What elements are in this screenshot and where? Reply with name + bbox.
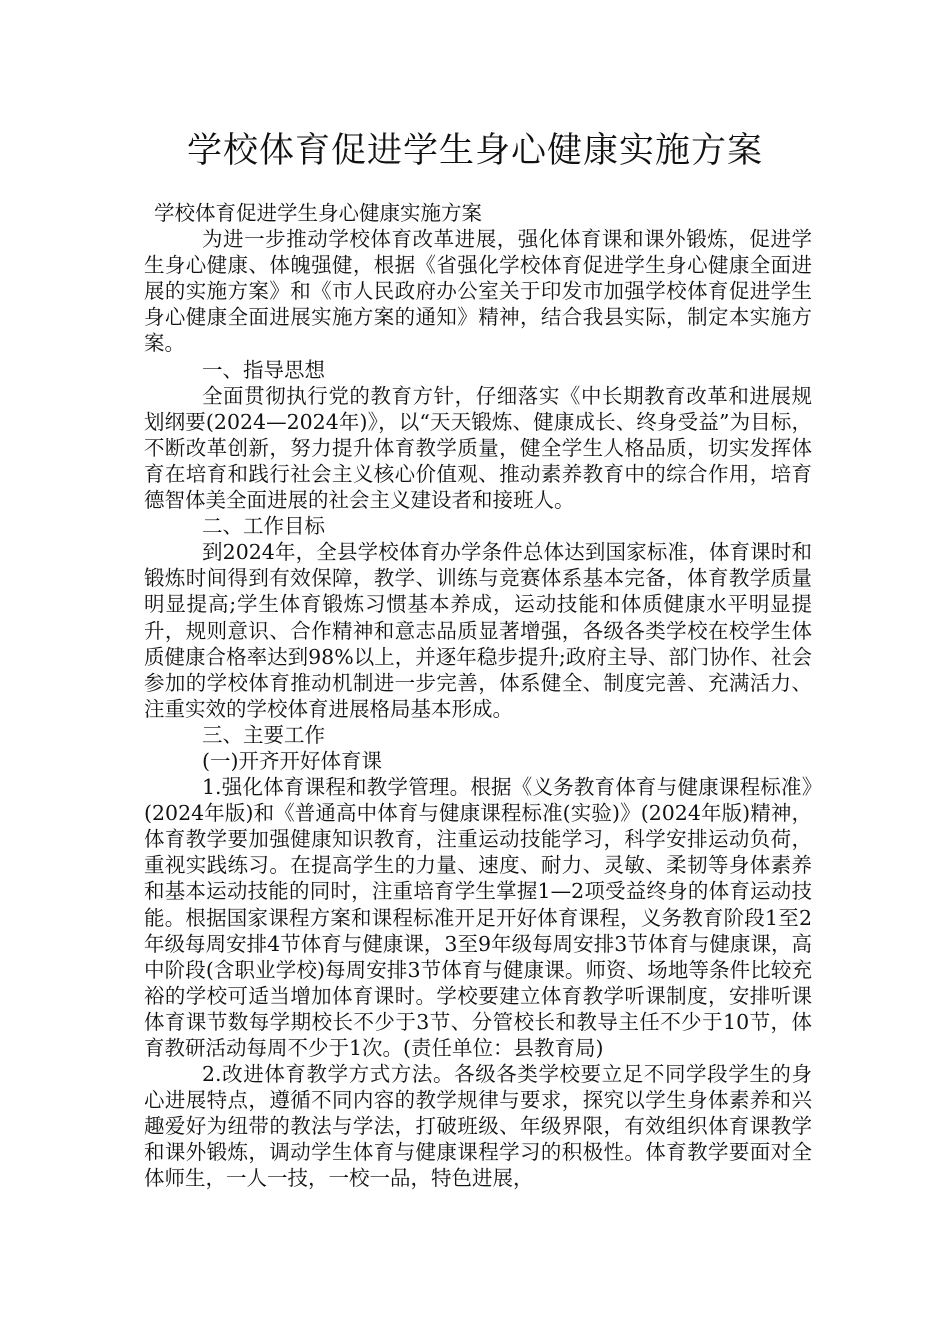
document-subtitle: 学校体育促进学生身心健康实施方案	[154, 201, 482, 225]
subheading-pe-classes: (一)开齐开好体育课	[202, 748, 382, 773]
heading-work-goals: 二、工作目标	[202, 514, 325, 539]
document-body	[144, 200, 812, 1192]
paragraph-work-goals: 到2024年，全县学校体育办学条件总体达到国家标准，体育课时和锻炼时间得到有效保障，教学、训练与竞赛体系基本完备，体育教学质量明显提高;学生体育锻炼习惯基本养成，运动技能和体质健康水平明显提升，规则意识、合作精神和意志品质显著增强，各级各类学校在校学生体质健康合格率达到98%以上，并逐年稳步提升;政府主导、部门协作、社会参加的学校体育推动机制进一步完善，体系健全、制度完善、充满活力、注重实效的学校体育进展格局基本形成。	[144, 540, 812, 721]
paragraph-intro: 为进一步推动学校体育改革进展，强化体育课和课外锻炼，促进学生身心健康、体魄强健，根据《省强化学校体育促进学生身心健康全面进展的实施方案》和《市人民政府办公室关于印发市加强学校体育促进学生身心健康全面进展实施方案的通知》精神，结合我县实际，制定本实施方案。	[144, 227, 812, 356]
paragraph-item-1: 1.强化体育课程和教学管理。根据《义务教育体育与健康课程标准》(2024年版)和《普通高中体育与健康课程标准(实验)》(2024年版)精神，体育教学要加强健康知识教育，注重运动技能学习，科学安排运动负荷，重视实践练习。在提高学生的力量、速度、耐力、灵敏、柔韧等身体素养和基本运动技能的同时，注重培育学生掌握1—2项受益终身的体育运动技能。根据国家课程方案和课程标准开足开好体育课程，义务教育阶段1至2年级每周安排4节体育与健康课，3至9年级每周安排3节体育与健康课，高中阶段(含职业学校)每周安排3节体育与健康课。师资、场地等条件比较充裕的学校可适当增加体育课时。学校要建立体育教学听课制度，安排听课体育课节数每学期校长不少于3节、分管校长和教导主任不少于10节，体育教研活动每周不少于1次。(责任单位：县教育局)	[144, 775, 812, 1060]
document-title: 学校体育促进学生身心健康实施方案	[186, 131, 763, 171]
heading-guiding-ideology: 一、指导思想	[202, 357, 325, 382]
paragraph-guiding-ideology: 全面贯彻执行党的教育方针，仔细落实《中长期教育改革和进展规划纲要(2024—2024年)》，以“天天锻炼、健康成长、终身受益”为目标，不断改革创新，努力提升体育教学质量，健全学生人格品质，切实发挥体育在培育和践行社会主义核心价值观、推动素养教育中的综合作用，培育德智体美全面进展的社会主义建设者和接班人。	[144, 383, 812, 513]
paragraph-item-2: 2.改进体育教学方式方法。各级各类学校要立足不同学段学生的身心进展特点，遵循不同内容的教学规律与要求，探究以学生身体素养和兴趣爱好为纽带的教法与学法，打破班级、年级界限，有效组织体育课教学和课外锻炼，调动学生体育与健康课程学习的积极性。体育教学要面对全体师生，一人一技，一校一品，特色进展，	[144, 1062, 812, 1191]
heading-main-work: 三、主要工作	[202, 722, 325, 747]
